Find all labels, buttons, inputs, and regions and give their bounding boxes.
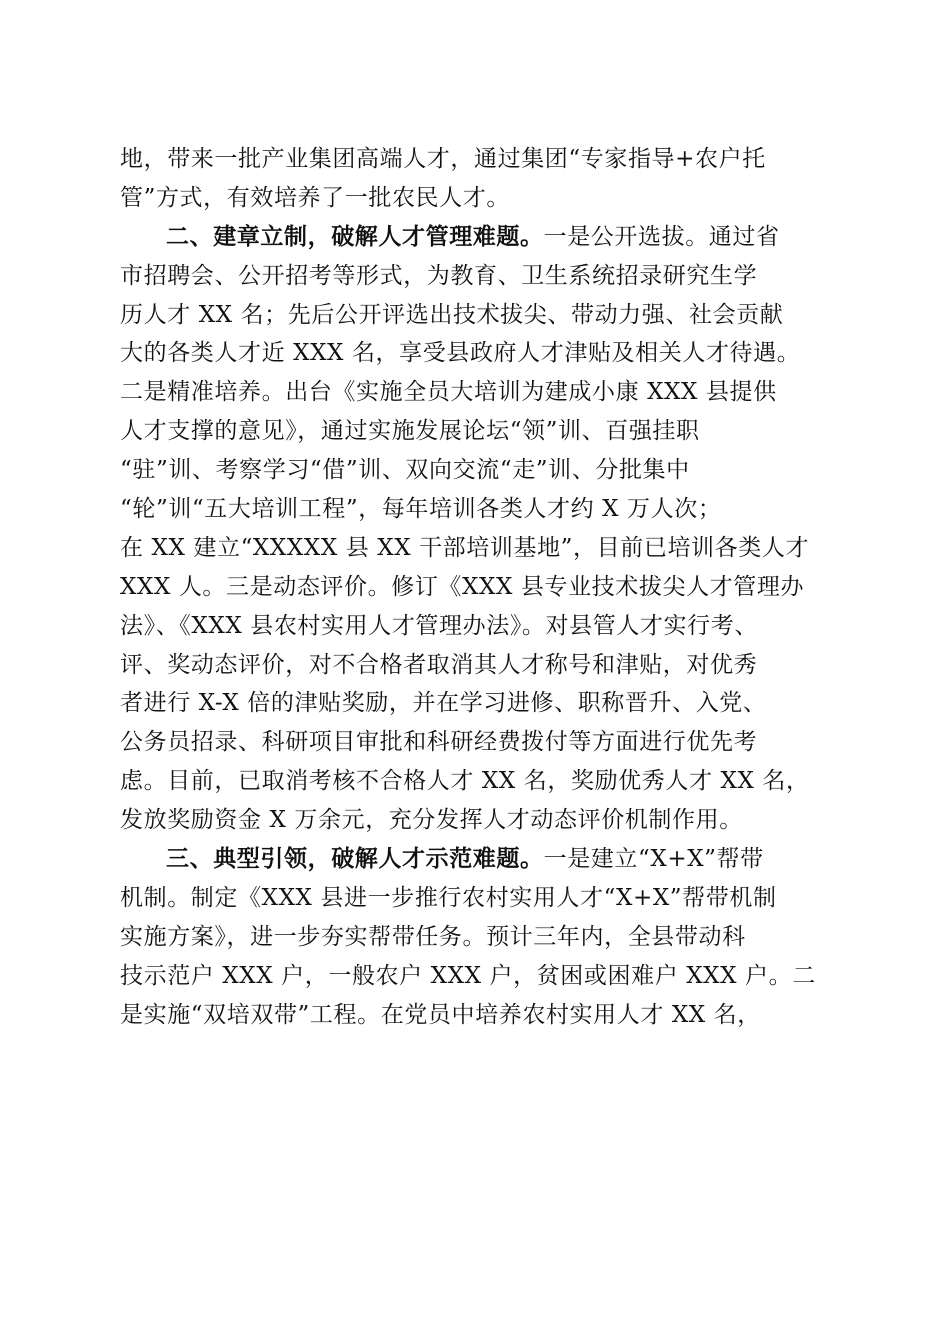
paragraph-text: “驻”训、考察学习“借”训、双向交流“走”训、分批集中 [120, 457, 690, 484]
paragraph-text: 人才支撑的意见》，通过实施发展论坛“领”训、百强挂职 [120, 418, 700, 445]
text-line [120, 762, 840, 801]
text-line [120, 957, 840, 996]
heading-line [120, 218, 840, 257]
paragraph-text: 评、奖动态评价，对不合格者取消其人才称号和津贴，对优秀 [120, 651, 758, 678]
text-line [120, 723, 840, 762]
text-line [120, 568, 840, 607]
text-line [120, 412, 840, 451]
paragraph-text: 虑。目前，已取消考核不合格人才 XX 名，奖励优秀人才 XX 名， [120, 768, 810, 795]
paragraph-text: 一是公开选拔。通过省 [543, 223, 780, 250]
heading-line [120, 840, 840, 879]
text-line [120, 451, 840, 490]
text-line [120, 529, 840, 568]
text-line [120, 296, 840, 335]
paragraph-text: 发放奖励资金 X 万余元，充分发挥人才动态评价机制作用。 [120, 807, 743, 834]
section-heading: 三、典型引领，破解人才示范难题。 [166, 845, 544, 873]
paragraph-text: 管”方式，有效培养了一批农民人才。 [120, 184, 510, 211]
text-line [120, 646, 840, 685]
text-line [120, 801, 840, 840]
text-line [120, 490, 840, 529]
paragraph-text: 二是精准培养。出台《实施全员大培训为建成小康 XXX 县提供 [120, 379, 777, 406]
section-heading: 二、建章立制，破解人才管理难题。 [166, 222, 544, 250]
text-line [120, 684, 840, 723]
text-line [120, 918, 840, 957]
text-line [120, 257, 840, 296]
paragraph-text: 者进行 X-X 倍的津贴奖励，并在学习进修、职称晋升、入党、 [120, 690, 767, 717]
text-line [120, 334, 840, 373]
paragraph-text: “轮”训“五大培训工程”，每年培训各类人才约 X 万人次； [120, 496, 722, 523]
paragraph-text: 在 XX 建立“XXXXX 县 XX 干部培训基地”，目前已培训各类人才 [120, 534, 810, 561]
paragraph-text: 大的各类人才近 XXX 名，享受县政府人才津贴及相关人才待遇。 [120, 340, 801, 367]
document-body [120, 140, 840, 1034]
paragraph-text: 法》、《XXX 县农村实用人才管理办法》。对县管人才实行考、 [120, 612, 758, 639]
paragraph-text: 是实施“双培双带”工程。在党员中培养农村实用人才 XX 名， [120, 1001, 761, 1028]
text-line [120, 996, 840, 1035]
text-line [120, 140, 840, 179]
paragraph-text: 一是建立“X+X”帮带 [543, 846, 764, 873]
text-line [120, 607, 840, 646]
paragraph-text: 实施方案》，进一步夯实帮带任务。预计三年内，全县带动科 [120, 923, 746, 950]
paragraph-text: 历人才 XX 名；先后公开评选出技术拔尖、带动力强、社会贡献 [120, 301, 784, 328]
paragraph-text: 地，带来一批产业集团高端人才，通过集团“专家指导+农户托 [120, 146, 766, 172]
paragraph-text: XXX 人。三是动态评价。修订《XXX 县专业技术拔尖人才管理办 [120, 573, 805, 600]
paragraph-text: 公务员招录、科研项目审批和科研经费拨付等方面进行优先考 [120, 729, 758, 756]
paragraph-text: 技示范户 XXX 户，一般农户 XXX 户，贫困或困难户 XXX 户。二 [120, 962, 816, 989]
paragraph-text: 机制。制定《XXX 县进一步推行农村实用人才“X+X”帮带机制 [120, 884, 777, 911]
text-line [120, 179, 840, 218]
text-line [120, 879, 840, 918]
paragraph-text: 市招聘会、公开招考等形式，为教育、卫生系统招录研究生学 [120, 262, 758, 289]
text-line [120, 373, 840, 412]
